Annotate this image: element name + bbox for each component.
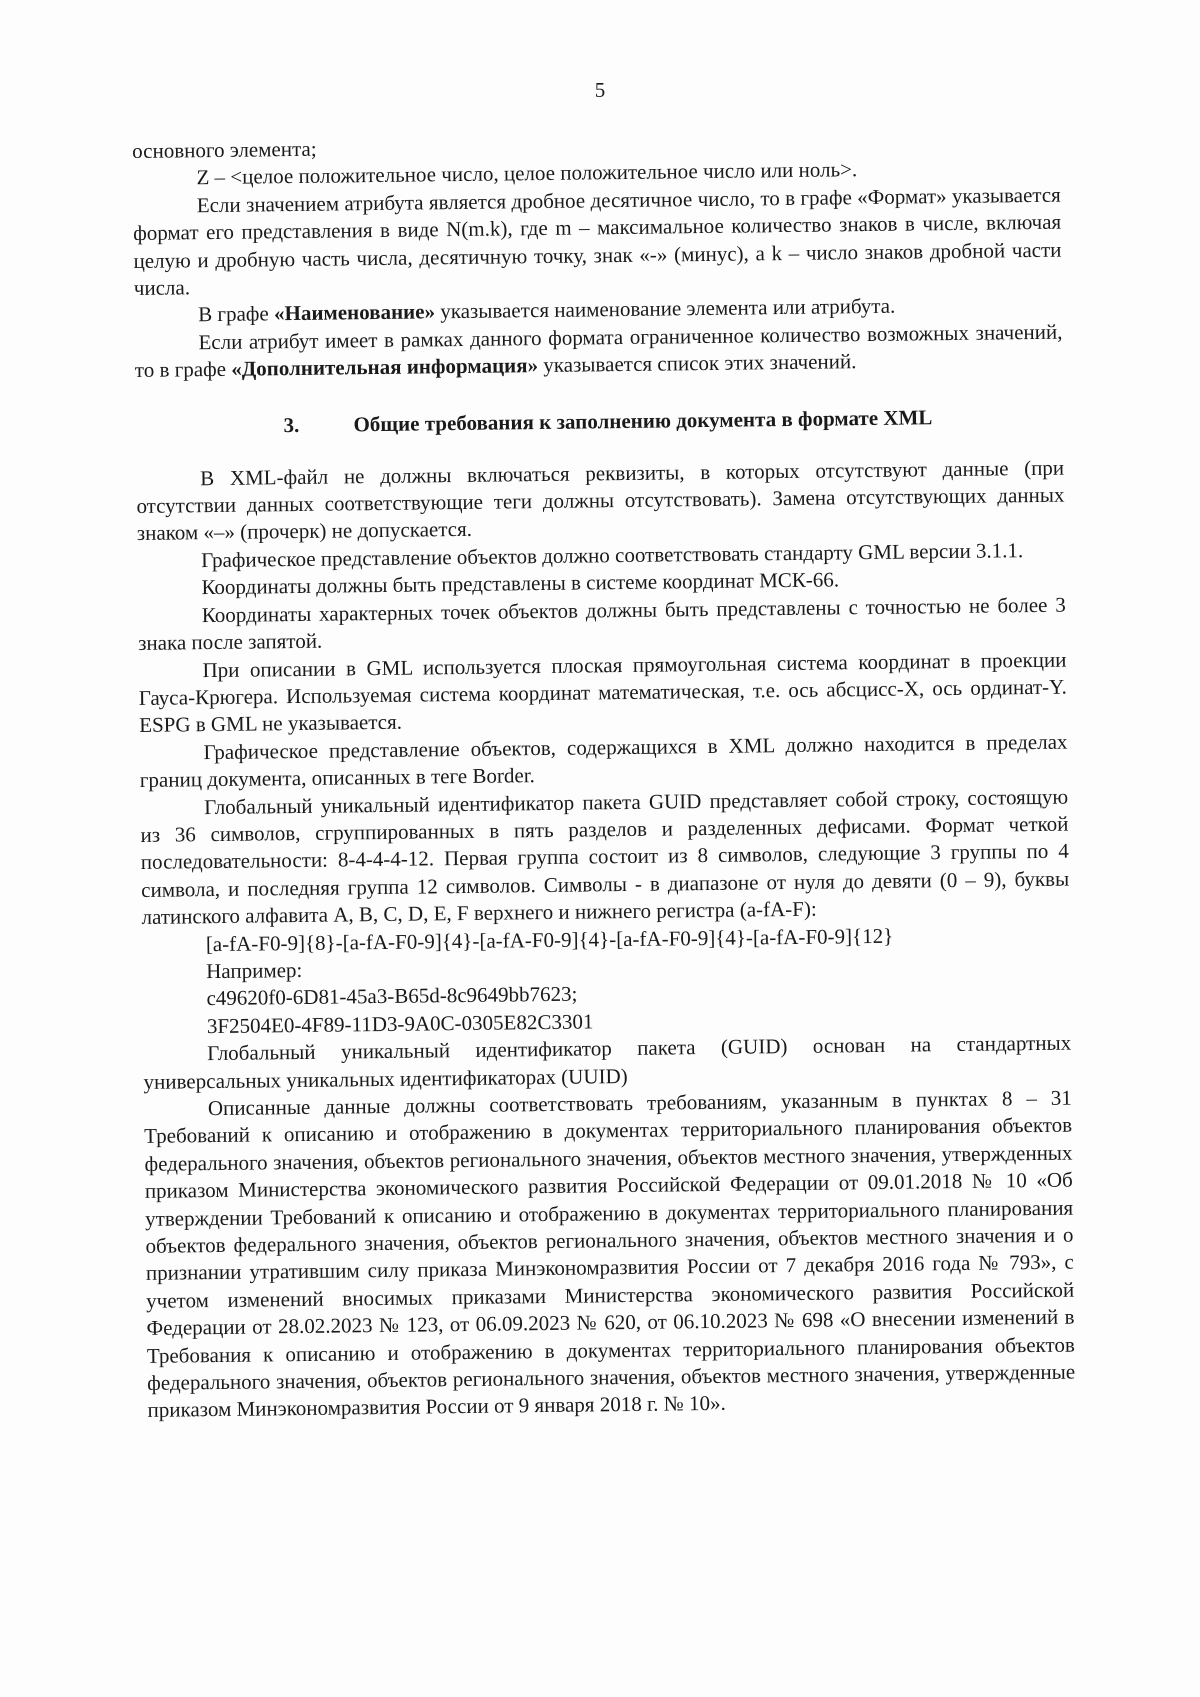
name-column-pre: В графе bbox=[198, 301, 275, 327]
addinfo-pre: Если атрибут имеет в рамках данного формата ограниченное количество возможных значений, то в графе bbox=[134, 319, 1063, 383]
body-paragraph: Описанные данные должны соответствовать требованиям, указанным в пунктах 8 – 31 Требований к описанию и отображению в документах территориального планирования объектов федерального значения, объектов регионального значения, объектов местного значения, утвержденных приказом Министерства экономического развития Российской Федерации от 09.01.2018 № 10 «Об утверждении Требований к описанию и отображению в документах территориального планирования объектов федерального значения, объектов регионального значения, объектов местного значения и о признании утратившим силу приказа Минэкономразвития России от 7 декабря 2016 года № 793», с учетом изменений вносимых приказами Министерства экономического развития Российской Федерации от 28.02.2023 № 123, от 06.09.2023 № 620, от 06.10.2023 № 698 «О внесении изменений в Требования к описанию и отображению в документах территориального планирования объектов федерального значения, объектов регионального значения, объектов местного значения, утвержденные приказом Минэкономразвития России от 9 января 2018 г. № 10». bbox=[144, 1085, 1076, 1423]
addinfo-column-paragraph bbox=[134, 318, 1063, 384]
page-content bbox=[132, 127, 1076, 1425]
section-number: 3. bbox=[283, 412, 300, 437]
name-column-post: указывается наименование элемента или атрибута. bbox=[434, 294, 896, 324]
guid-example: c49620f0-6D81-45a3-B65d-8c9649bb7623; bbox=[206, 981, 578, 1011]
body-paragraph: Координаты должны быть представлены в системе координат МСК-66. bbox=[201, 567, 840, 600]
body-paragraph: Координаты характерных точек объектов должны быть представлены с точностью не более 3 знака после запятой. bbox=[138, 592, 1066, 656]
body-paragraph: Графическое представление объектов должно соответствовать стандарту GML версии 3.1.1. bbox=[201, 538, 1024, 573]
page-number: 5 bbox=[594, 78, 606, 102]
body-paragraph: Графическое представление объектов, содержащихся в XML должно находится в пределах границ документа, описанных в теге Border. bbox=[139, 729, 1068, 793]
guid-example: 3F2504E0-4F89-11D3-9A0C-0305E82C3301 bbox=[206, 1009, 594, 1038]
addinfo-bold: «Дополнительная информация» bbox=[231, 353, 539, 382]
decimal-format-paragraph: Если значением атрибута является дробное десятичное число, то в графе «Формат» указывается формат его представления в виде N(m.k), где m – максимальное количество знаков в числе, включая целую и дробную часть числа, десятичную точку, знак «-» (минус), а k – число знаков дробной части числа. bbox=[133, 182, 1062, 301]
body-paragraph: Глобальный уникальный идентификатор пакета GUID представляет собой строку, состоящую из 36 символов, сгруппированных в пять разделов и разделенных дефисами. Формат четкой последовательности: 8-4-4-4-12. Первая группа состоит из 8 символов, следующие 3 группы по 4 символа, и последняя группа 12 символов. Символы - в диапазоне от нуля до девяти (0 – 9), буквы латинского алфавита A, B, C, D, E, F верхнего и нижнего регистра (a-fA-F): bbox=[140, 784, 1070, 930]
z-definition: Z – <целое положительное число, целое положительное число или ноль>. bbox=[196, 157, 858, 190]
guid-pattern: [a-fA-F0-9]{8}-[a-fA-F0-9]{4}-[a-fA-F0-9]{4}-[a-fA-F0-9]{4}-[a-fA-F0-9]{12} bbox=[205, 923, 894, 956]
section-title: Общие требования к заполнению документа в формате XML bbox=[353, 404, 933, 436]
example-label: Например: bbox=[206, 957, 303, 984]
addinfo-post: указывается список этих значений. bbox=[537, 349, 857, 378]
name-column-bold: «Наименование» bbox=[273, 299, 436, 326]
body-paragraph: При описании в GML используется плоская прямоугольная система координат в проекции Гауса-Крюгера. Используемая система координат математическая, т.е. ось абсцисс-X, ось ординат-Y. ESPG в GML не указывается. bbox=[138, 647, 1067, 738]
continuation-line: основного элемента; bbox=[132, 136, 317, 163]
body-paragraph: В XML-файл не должны включаться реквизиты, в которых отсутствуют данные (при отсутствии данных соответствующие теги должны отсутствовать). Замена отсутствующих данных знаком «–» (прочерк) не допускается. bbox=[136, 455, 1065, 546]
section-heading bbox=[135, 403, 1063, 439]
body-paragraph: Глобальный уникальный идентификатор пакета (GUID) основан на стандартных универсальных уникальных идентификаторах (UUID) bbox=[143, 1030, 1072, 1094]
